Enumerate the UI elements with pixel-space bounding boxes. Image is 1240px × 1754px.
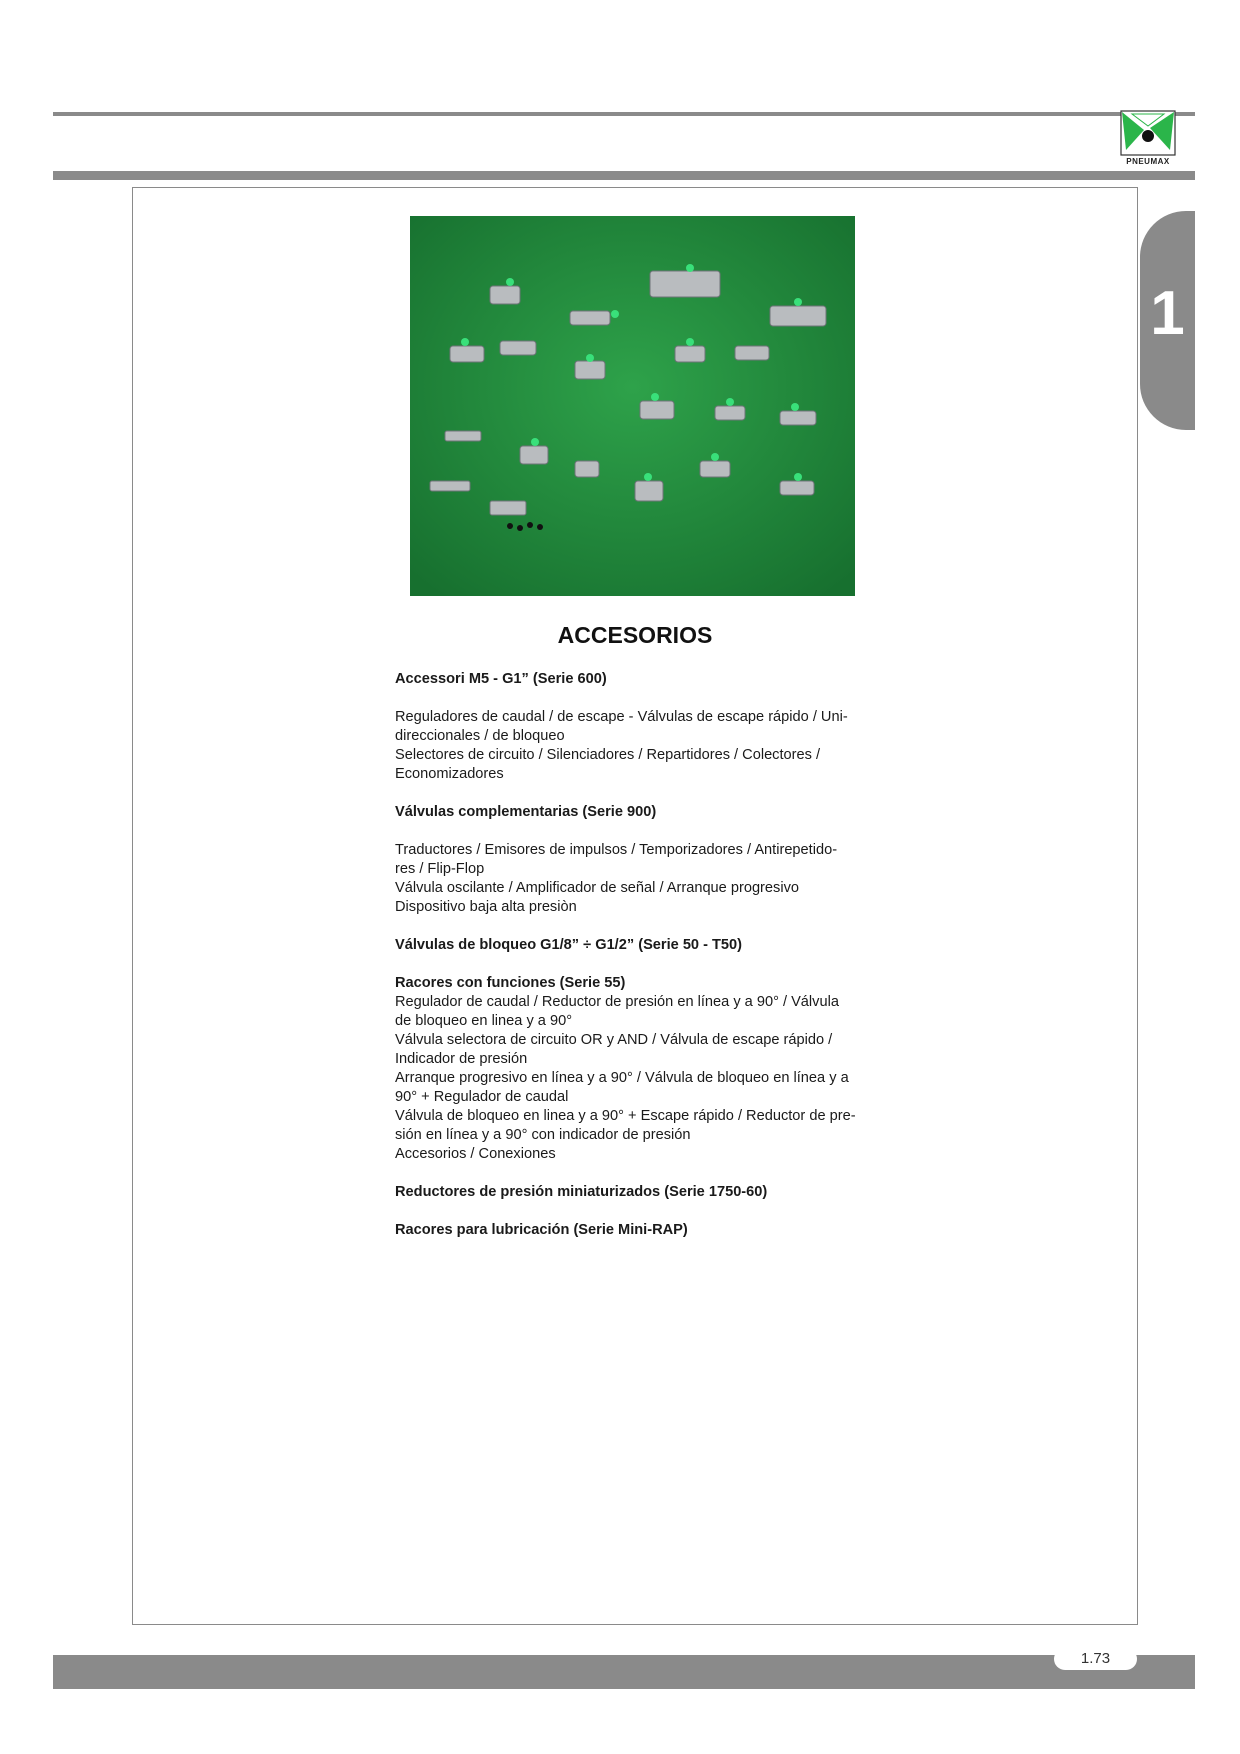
section-line: Selectores de circuito / Silenciadores / Repartidores / Colectores /: [395, 747, 821, 763]
spacer: [395, 689, 875, 708]
page-title: ACCESORIOS: [557, 622, 713, 648]
page-number: 1.73: [1054, 1648, 1137, 1670]
section-heading-serie-900: Válvulas complementarias (Serie 900): [395, 804, 657, 820]
spacer: [395, 822, 875, 841]
spacer: [395, 1202, 875, 1221]
spacer: [395, 917, 875, 936]
spacer: [395, 1164, 875, 1183]
section-line: Reguladores de caudal / de escape - Válvulas de escape rápido / Uni-: [395, 709, 848, 725]
product-photo-valves-accessories-icon: [410, 216, 855, 596]
chapter-number: 1: [1150, 279, 1185, 348]
accessories-list: [395, 670, 875, 1240]
section-line: sión en línea y a 90° con indicador de presión: [395, 1127, 691, 1143]
section-line: 90° + Regulador de caudal: [395, 1089, 569, 1105]
section-line: Dispositivo baja alta presiòn: [395, 899, 577, 915]
footer-rule: [53, 1655, 1195, 1689]
spacer: [395, 784, 875, 803]
logo-text: PNEUMAX: [1126, 157, 1170, 166]
pneumax-logo-icon: [1120, 110, 1176, 156]
section-line: res / Flip-Flop: [395, 861, 485, 877]
product-photo: [410, 216, 855, 596]
header-rule-thick: [53, 171, 1195, 180]
chapter-tab[interactable]: [1140, 211, 1195, 430]
section-heading-serie-1750: Reductores de presión miniaturizados (Serie 1750-60): [395, 1184, 768, 1200]
section-heading-mini-rap: Racores para lubricación (Serie Mini-RAP): [395, 1222, 688, 1238]
section-line: Indicador de presión: [395, 1051, 528, 1067]
section-line: de bloqueo en linea y a 90°: [395, 1013, 573, 1029]
section-line: Regulador de caudal / Reductor de presión en línea y a 90° / Válvula: [395, 994, 839, 1010]
section-line: Arranque progresivo en línea y a 90° / Válvula de bloqueo en línea y a: [395, 1070, 849, 1086]
section-line: Accesorios / Conexiones: [395, 1146, 556, 1162]
section-line: Economizadores: [395, 766, 504, 782]
section-heading-serie-600: Accessori M5 - G1” (Serie 600): [395, 671, 607, 687]
brand-logo: [1120, 110, 1176, 168]
section-line: direccionales / de bloqueo: [395, 728, 565, 744]
header-rule-thin: [53, 112, 1195, 116]
section-line: Válvula selectora de circuito OR y AND / Válvula de escape rápido /: [395, 1032, 833, 1048]
section-heading-serie-55: Racores con funciones (Serie 55): [395, 975, 626, 991]
section-line: Válvula de bloqueo en linea y a 90° + Escape rápido / Reductor de pre-: [395, 1108, 856, 1124]
section-heading-serie-50: Válvulas de bloqueo G1/8” ÷ G1/2” (Serie 50 - T50): [395, 937, 743, 953]
section-line: Válvula oscilante / Amplificador de señal / Arranque progresivo: [395, 880, 799, 896]
spacer: [395, 955, 875, 974]
section-line: Traductores / Emisores de impulsos / Temporizadores / Antirepetido-: [395, 842, 838, 858]
